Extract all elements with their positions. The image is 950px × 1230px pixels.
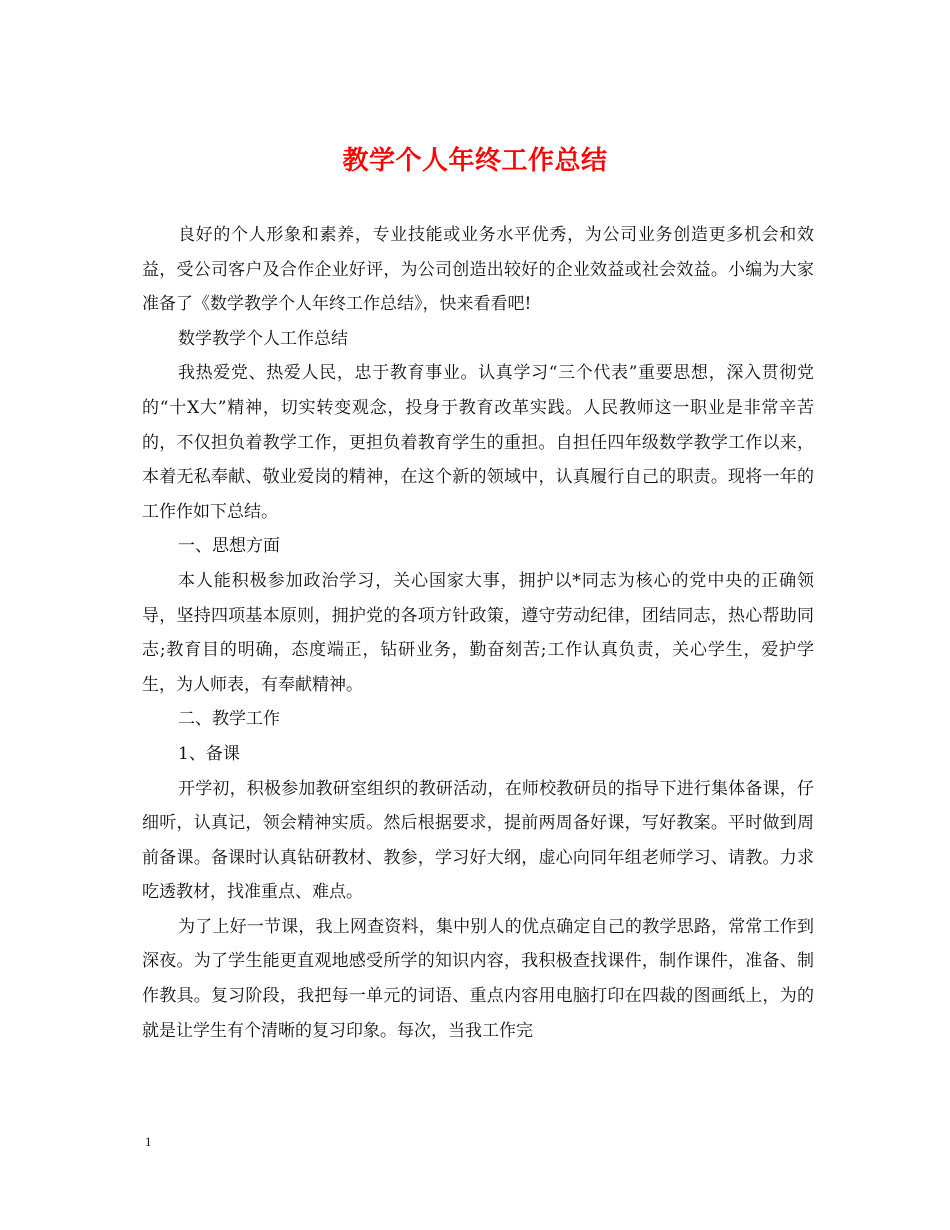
paragraph-thought: 本人能积极参加政治学习，关心国家大事，拥护以*同志为核心的党中央的正确领导，坚持四项基本原则，拥护党的各项方针政策，遵守劳动纪律，团结同志，热心帮助同志;教育目的明确，态度端正，钻研业务，勤奋刻苦;工作认真负责，关心学生，爱护学生，为人师表，有奉献精神。 <box>142 570 814 695</box>
subsection-heading-lesson-prep: 1、备课 <box>178 743 240 764</box>
paragraph-overview: 我热爱党、热爱人民，忠于教育事业。认真学习“三个代表”重要思想，深入贯彻党的“十X大”精神，切实转变观念，投身于教育改革实践。人民教师这一职业是非常辛苦的，不仅担负着教学工作，更担负着教育学生的重担。自担任四年级数学教学工作以来，本着无私奉献、敬业爱岗的精神，在这个新的领域中，认真履行自己的职责。现将一年的工作作如下总结。 <box>142 363 814 522</box>
section-heading-teaching: 二、教学工作 <box>178 709 280 730</box>
document-title: 教学个人年终工作总结 <box>342 146 608 176</box>
paragraph-lesson-effort: 为了上好一节课，我上网查资料，集中别人的优点确定自己的教学思路，常常工作到深夜。为了学生能更直观地感受所学的知识内容，我积极查找课件，制作课件，准备、制作教具。复习阶段，我把每一单元的词语、重点内容用电脑打印在四裁的图画纸上，为的就是让学生有个清晰的复习印象。每次，当我工作完 <box>142 916 814 1041</box>
section-heading-thought: 一、思想方面 <box>178 536 280 557</box>
paragraph-intro: 良好的个人形象和素养，专业技能或业务水平优秀，为公司业务创造更多机会和效益，受公司客户及合作企业好评，为公司创造出较好的企业效益或社会效益。小编为大家准备了《数学教学个人年终工作总结》，快来看看吧! <box>142 225 814 315</box>
page-number: 1 <box>145 1134 152 1149</box>
paragraph-subtitle: 数学教学个人工作总结 <box>178 328 348 349</box>
paragraph-lesson-prep: 开学初，积极参加教研室组织的教研活动，在师校教研员的指导下进行集体备课，仔细听，认真记，领会精神实质。然后根据要求，提前两周备好课，写好教案。平时做到周前备课。备课时认真钻研教材、教参，学习好大纲，虚心向同年组老师学习、请教。力求吃透教材，找准重点、难点。 <box>142 778 814 903</box>
document-body <box>142 218 814 1048</box>
